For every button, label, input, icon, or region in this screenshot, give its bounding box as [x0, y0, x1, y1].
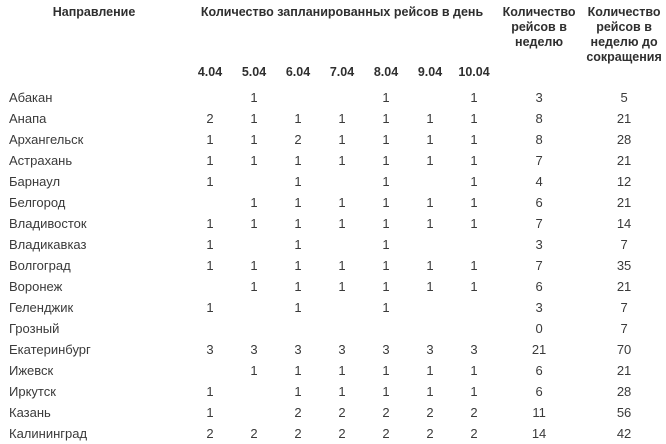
header-row [0, 0, 666, 57]
header-date: 5.04 [241, 64, 267, 79]
table-row [0, 423, 666, 444]
cell-day-flights: 3 [382, 342, 390, 357]
cell-per-week-before-cut: 21 [616, 363, 632, 378]
cell-day-flights: 1 [470, 279, 478, 294]
cell-per-week-before-cut: 35 [616, 258, 632, 273]
cell-city: Владивосток [9, 216, 87, 231]
cell-city: Иркутск [9, 384, 56, 399]
cell-per-week-before-cut: 21 [616, 195, 632, 210]
cell-day-flights: 2 [338, 405, 346, 420]
cell-day-flights: 1 [470, 195, 478, 210]
cell-day-flights: 1 [206, 132, 214, 147]
cell-day-flights: 1 [294, 195, 302, 210]
header-date: 10.04 [458, 64, 490, 79]
cell-day-flights: 1 [250, 363, 258, 378]
cell-day-flights: 3 [294, 342, 302, 357]
header-date: 7.04 [329, 64, 355, 79]
table-row [0, 87, 666, 108]
cell-day-flights: 1 [382, 174, 390, 189]
cell-city: Барнаул [9, 174, 61, 189]
cell-day-flights: 1 [426, 258, 434, 273]
cell-day-flights: 1 [382, 111, 390, 126]
cell-day-flights: 1 [382, 384, 390, 399]
cell-day-flights: 1 [382, 132, 390, 147]
cell-day-flights: 1 [382, 363, 390, 378]
cell-day-flights: 1 [206, 216, 214, 231]
cell-day-flights [408, 318, 452, 339]
cell-day-flights: 2 [470, 405, 478, 420]
cell-day-flights: 1 [470, 90, 478, 105]
cell-per-week-before-cut: 42 [616, 426, 632, 441]
cell-day-flights: 1 [426, 363, 434, 378]
cell-day-flights: 1 [382, 300, 390, 315]
cell-day-flights: 1 [294, 384, 302, 399]
cell-day-flights: 2 [382, 426, 390, 441]
cell-city: Грозный [9, 321, 60, 336]
cell-day-flights: 1 [206, 405, 214, 420]
cell-city: Екатеринбург [9, 342, 91, 357]
cell-day-flights: 1 [470, 363, 478, 378]
cell-per-week-before-cut: 7 [620, 237, 628, 252]
cell-day-flights [408, 297, 452, 318]
cell-per-week: 3 [535, 300, 543, 315]
header-direction: Направление [52, 5, 136, 19]
header-per-week-before-cut: Количество рейсов в неделю до сокращения [586, 5, 662, 64]
cell-day-flights [232, 234, 276, 255]
cell-day-flights: 1 [250, 153, 258, 168]
cell-city: Воронеж [9, 279, 63, 294]
cell-day-flights: 1 [426, 153, 434, 168]
cell-day-flights: 1 [294, 300, 302, 315]
cell-day-flights: 1 [294, 216, 302, 231]
cell-day-flights: 1 [338, 384, 346, 399]
table-row [0, 381, 666, 402]
cell-per-week-before-cut: 5 [620, 90, 628, 105]
cell-per-week-before-cut: 28 [616, 384, 632, 399]
cell-day-flights: 1 [250, 258, 258, 273]
table-row [0, 192, 666, 213]
cell-day-flights [408, 87, 452, 108]
cell-day-flights [232, 318, 276, 339]
cell-per-week-before-cut: 28 [616, 132, 632, 147]
cell-day-flights: 1 [426, 216, 434, 231]
table-row [0, 297, 666, 318]
cell-day-flights: 1 [382, 237, 390, 252]
cell-city: Владикавказ [9, 237, 87, 252]
cell-day-flights [232, 171, 276, 192]
cell-day-flights: 1 [382, 216, 390, 231]
cell-day-flights: 1 [470, 384, 478, 399]
header-date: 8.04 [373, 64, 399, 79]
cell-day-flights [320, 171, 364, 192]
cell-day-flights: 1 [426, 111, 434, 126]
cell-city: Волгоград [9, 258, 71, 273]
cell-day-flights: 3 [426, 342, 434, 357]
cell-day-flights: 1 [206, 300, 214, 315]
cell-per-week-before-cut: 56 [616, 405, 632, 420]
table-row [0, 339, 666, 360]
cell-day-flights: 3 [206, 342, 214, 357]
table-row [0, 234, 666, 255]
cell-day-flights: 1 [294, 363, 302, 378]
cell-day-flights: 1 [206, 258, 214, 273]
cell-day-flights: 1 [338, 153, 346, 168]
cell-city: Анапа [9, 111, 47, 126]
cell-day-flights: 1 [250, 90, 258, 105]
cell-city: Калининград [9, 426, 88, 441]
cell-per-week-before-cut: 7 [620, 300, 628, 315]
header-date: 9.04 [417, 64, 443, 79]
cell-day-flights [320, 87, 364, 108]
cell-day-flights: 1 [470, 132, 478, 147]
cell-per-week-before-cut: 21 [616, 153, 632, 168]
cell-day-flights: 2 [250, 426, 258, 441]
cell-day-flights [452, 234, 496, 255]
cell-per-week-before-cut: 7 [620, 321, 628, 336]
table-row [0, 360, 666, 381]
cell-day-flights [188, 87, 232, 108]
table-row [0, 276, 666, 297]
cell-day-flights [188, 360, 232, 381]
cell-day-flights: 1 [250, 216, 258, 231]
cell-per-week-before-cut: 70 [616, 342, 632, 357]
cell-per-week: 8 [535, 132, 543, 147]
cell-day-flights: 1 [294, 111, 302, 126]
cell-day-flights: 2 [206, 111, 214, 126]
cell-day-flights: 1 [426, 195, 434, 210]
header-per-week: Количество рейсов в неделю [502, 5, 576, 49]
cell-day-flights: 1 [206, 153, 214, 168]
cell-day-flights [276, 87, 320, 108]
cell-day-flights: 1 [470, 174, 478, 189]
cell-day-flights: 1 [294, 279, 302, 294]
cell-per-week: 14 [531, 426, 547, 441]
cell-per-week: 6 [535, 279, 543, 294]
cell-per-week-before-cut: 12 [616, 174, 632, 189]
cell-city: Абакан [9, 90, 53, 105]
cell-day-flights: 2 [470, 426, 478, 441]
cell-day-flights: 1 [338, 279, 346, 294]
cell-per-week: 0 [535, 321, 543, 336]
cell-per-week: 3 [535, 237, 543, 252]
cell-day-flights: 2 [294, 405, 302, 420]
cell-per-week-before-cut: 14 [616, 216, 632, 231]
cell-day-flights: 1 [382, 195, 390, 210]
cell-per-week: 7 [535, 258, 543, 273]
cell-day-flights [188, 276, 232, 297]
cell-day-flights: 2 [426, 405, 434, 420]
cell-day-flights: 2 [294, 426, 302, 441]
cell-per-week: 7 [535, 153, 543, 168]
cell-per-week: 6 [535, 384, 543, 399]
cell-day-flights [364, 318, 408, 339]
cell-per-week: 21 [531, 342, 547, 357]
cell-day-flights: 1 [294, 174, 302, 189]
cell-day-flights: 1 [294, 237, 302, 252]
cell-day-flights [188, 192, 232, 213]
cell-day-flights: 1 [338, 111, 346, 126]
table-row [0, 255, 666, 276]
cell-day-flights [320, 318, 364, 339]
cell-day-flights: 1 [470, 153, 478, 168]
cell-day-flights: 1 [382, 153, 390, 168]
cell-per-week: 7 [535, 216, 543, 231]
cell-city: Астрахань [9, 153, 73, 168]
cell-day-flights: 1 [382, 90, 390, 105]
cell-day-flights: 1 [470, 258, 478, 273]
cell-city: Казань [9, 405, 51, 420]
cell-per-week-before-cut: 21 [616, 111, 632, 126]
cell-day-flights: 1 [338, 363, 346, 378]
cell-day-flights [232, 297, 276, 318]
cell-day-flights [320, 234, 364, 255]
cell-day-flights: 2 [206, 426, 214, 441]
cell-per-week: 6 [535, 363, 543, 378]
table-row [0, 402, 666, 423]
cell-day-flights: 3 [250, 342, 258, 357]
cell-day-flights: 2 [382, 405, 390, 420]
cell-day-flights: 1 [206, 174, 214, 189]
cell-day-flights [452, 318, 496, 339]
cell-per-week: 8 [535, 111, 543, 126]
cell-day-flights: 1 [382, 279, 390, 294]
cell-day-flights: 2 [338, 426, 346, 441]
cell-day-flights: 1 [250, 195, 258, 210]
cell-per-week: 3 [535, 90, 543, 105]
cell-day-flights: 1 [470, 111, 478, 126]
cell-day-flights [232, 402, 276, 423]
cell-day-flights: 1 [250, 111, 258, 126]
table-body [0, 87, 666, 444]
cell-city: Ижевск [9, 363, 54, 378]
cell-day-flights: 1 [426, 384, 434, 399]
cell-day-flights: 1 [206, 237, 214, 252]
cell-day-flights: 2 [426, 426, 434, 441]
cell-day-flights: 3 [338, 342, 346, 357]
cell-per-week: 4 [535, 174, 543, 189]
cell-day-flights: 3 [470, 342, 478, 357]
cell-day-flights [232, 381, 276, 402]
cell-per-week-before-cut: 21 [616, 279, 632, 294]
table-row [0, 129, 666, 150]
table-row [0, 150, 666, 171]
header-date: 4.04 [197, 64, 223, 79]
cell-day-flights [408, 171, 452, 192]
cell-day-flights: 1 [206, 384, 214, 399]
cell-day-flights: 1 [338, 132, 346, 147]
cell-day-flights: 1 [426, 279, 434, 294]
header-date: 6.04 [285, 64, 311, 79]
cell-day-flights [408, 234, 452, 255]
cell-day-flights: 1 [250, 132, 258, 147]
cell-day-flights: 1 [338, 216, 346, 231]
cell-day-flights [320, 297, 364, 318]
cell-day-flights: 1 [294, 258, 302, 273]
cell-day-flights: 1 [426, 132, 434, 147]
cell-day-flights [188, 318, 232, 339]
cell-day-flights: 1 [338, 258, 346, 273]
cell-day-flights: 1 [470, 216, 478, 231]
cell-day-flights: 1 [250, 279, 258, 294]
cell-day-flights [276, 318, 320, 339]
header-planned-per-day: Количество запланированных рейсов в день [200, 5, 484, 19]
table-row [0, 108, 666, 129]
cell-day-flights: 1 [338, 195, 346, 210]
cell-day-flights [452, 297, 496, 318]
cell-per-week: 6 [535, 195, 543, 210]
table-row [0, 213, 666, 234]
table-row [0, 171, 666, 192]
cell-city: Архангельск [9, 132, 84, 147]
cell-day-flights: 2 [294, 132, 302, 147]
cell-day-flights: 1 [382, 258, 390, 273]
cell-city: Геленджик [9, 300, 74, 315]
cell-city: Белгород [9, 195, 66, 210]
cell-per-week: 11 [532, 405, 546, 420]
cell-day-flights: 1 [294, 153, 302, 168]
table-row [0, 318, 666, 339]
